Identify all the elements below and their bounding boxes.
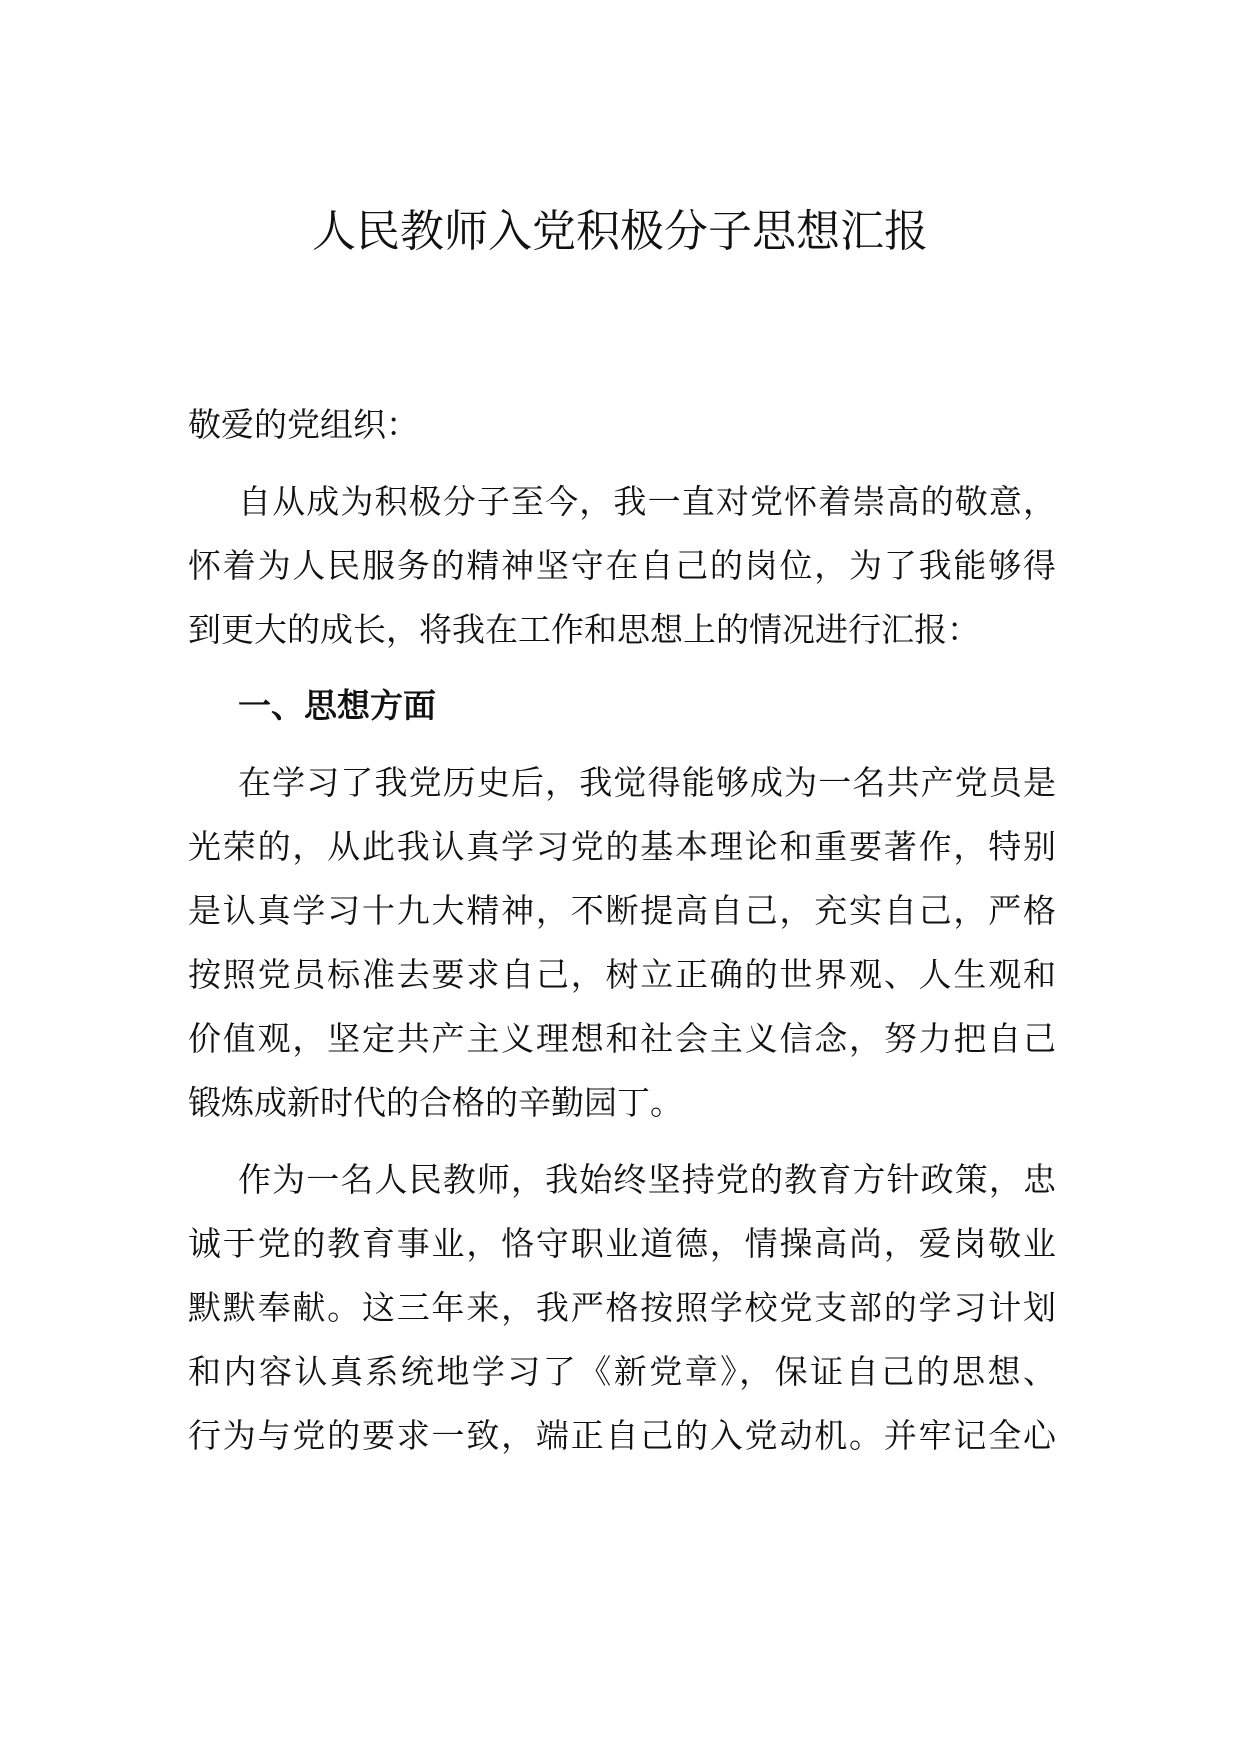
paragraph-line: 自从成为积极分子至今，我一直对党怀着崇高的敬意， — [238, 482, 1056, 521]
document-title: 人民教师入党积极分子思想汇报 — [312, 206, 928, 257]
paragraph-line: 到更大的成长，将我在工作和思想上的情况进行汇报： — [188, 610, 980, 649]
paragraph-line: 行为与党的要求一致，端正自己的入党动机。并牢记全心 — [188, 1416, 1056, 1455]
paragraph-line: 是认真学习十九大精神，不断提高自己，充实自己，严格 — [188, 891, 1056, 930]
paragraph-line: 怀着为人民服务的精神坚守在自己的岗位，为了我能够得 — [188, 546, 1056, 585]
paragraph-line: 和内容认真系统地学习了《新党章》，保证自己的思想、 — [188, 1352, 1056, 1391]
paragraph-line: 光荣的，从此我认真学习党的基本理论和重要著作，特别 — [188, 827, 1056, 866]
paragraph-2 — [188, 1148, 1056, 1468]
paragraph-line: 默默奉献。这三年来，我严格按照学校党支部的学习计划 — [188, 1288, 1056, 1327]
paragraph-line: 价值观，坚定共产主义理想和社会主义信念，努力把自己 — [188, 1019, 1056, 1058]
paragraph-spacer — [188, 1135, 1056, 1148]
paragraph-line: 按照党员标准去要求自己，树立正确的世界观、人生观和 — [188, 955, 1056, 994]
section-heading: 一、思想方面 — [238, 686, 436, 725]
paragraph-line: 作为一名人民教师，我始终坚持党的教育方针政策，忠 — [238, 1160, 1056, 1199]
document-body — [188, 393, 1056, 1468]
intro-paragraph — [188, 470, 1056, 662]
salutation: 敬爱的党组织： — [188, 405, 419, 444]
paragraph-line: 在学习了我党历史后，我觉得能够成为一名共产党员是 — [238, 763, 1056, 802]
paragraph-1 — [188, 751, 1056, 1135]
paragraph-line: 锻炼成新时代的合格的辛勤园丁。 — [188, 1083, 683, 1122]
paragraph-line: 诚于党的教育事业，恪守职业道德，情操高尚，爱岗敬业 — [188, 1224, 1056, 1263]
